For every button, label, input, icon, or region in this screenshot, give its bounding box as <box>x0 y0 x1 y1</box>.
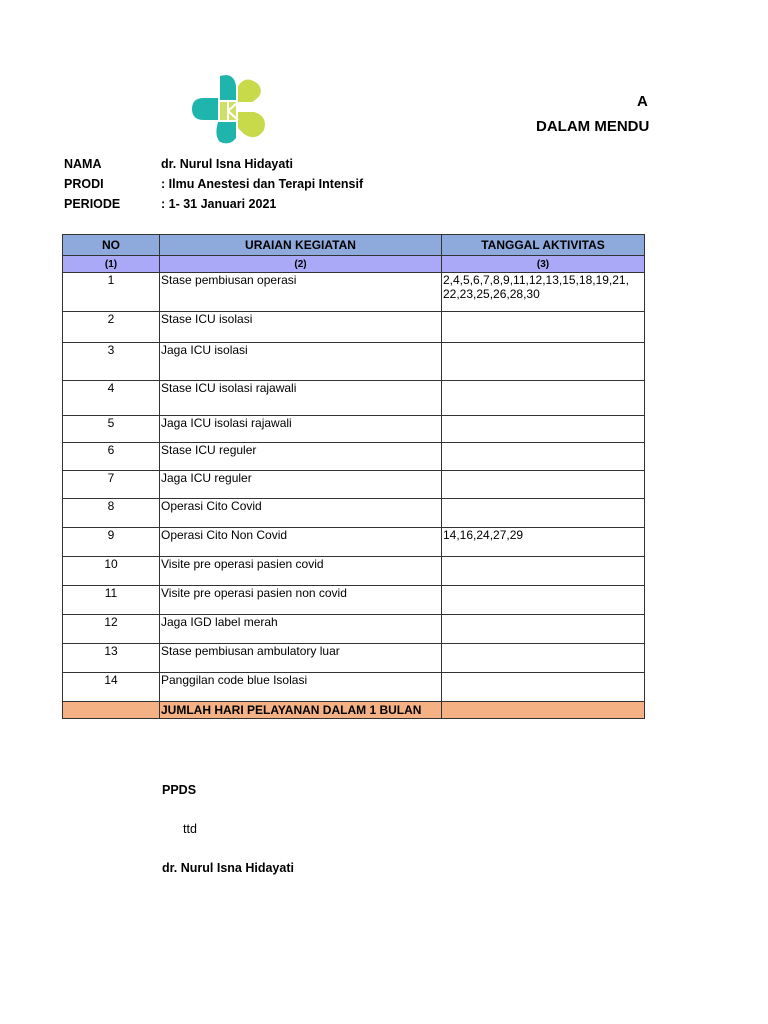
info-row-prodi <box>64 174 363 194</box>
table-header-row <box>63 235 645 256</box>
row-tanggal <box>442 416 645 443</box>
row-no: 1 <box>63 273 160 312</box>
row-kegiatan: Panggilan code blue Isolasi <box>160 673 442 702</box>
signature-ttd: ttd <box>183 822 197 836</box>
info-label: PERIODE <box>64 197 121 211</box>
table-row <box>63 557 645 586</box>
row-tanggal <box>442 615 645 644</box>
row-kegiatan: Visite pre operasi pasien covid <box>160 557 442 586</box>
table-row <box>63 644 645 673</box>
signature-name: dr. Nurul Isna Hidayati <box>162 861 294 875</box>
row-kegiatan: Jaga IGD label merah <box>160 615 442 644</box>
info-value: : 1- 31 Januari 2021 <box>161 197 277 211</box>
row-kegiatan: Visite pre operasi pasien non covid <box>160 586 442 615</box>
row-tanggal <box>442 586 645 615</box>
row-tanggal: 14,16,24,27,29 <box>442 528 645 557</box>
table-row <box>63 273 645 312</box>
header-kegiatan: URAIAN KEGIATAN <box>160 235 442 256</box>
table-row <box>63 312 645 343</box>
header-tanggal: TANGGAL AKTIVITAS <box>442 235 645 256</box>
row-no: 7 <box>63 471 160 499</box>
row-no: 12 <box>63 615 160 644</box>
subheader-1: (1) <box>63 256 160 273</box>
info-value: dr. Nurul Isna Hidayati <box>161 157 293 171</box>
table-row <box>63 471 645 499</box>
kemenkes-logo <box>190 72 270 146</box>
row-tanggal <box>442 644 645 673</box>
subheader-2: (2) <box>160 256 442 273</box>
info-label: NAMA <box>64 157 102 171</box>
row-tanggal <box>442 381 645 416</box>
table-row <box>63 615 645 644</box>
table-row <box>63 586 645 615</box>
row-no: 10 <box>63 557 160 586</box>
table-row <box>63 499 645 528</box>
row-kegiatan: Operasi Cito Covid <box>160 499 442 528</box>
subheader-3: (3) <box>442 256 645 273</box>
table-row <box>63 443 645 471</box>
signature-role: PPDS <box>162 783 197 797</box>
table-row <box>63 381 645 416</box>
table-row <box>63 416 645 443</box>
row-no: 4 <box>63 381 160 416</box>
row-no: 14 <box>63 673 160 702</box>
row-no: 9 <box>63 528 160 557</box>
row-no: 11 <box>63 586 160 615</box>
row-tanggal <box>442 673 645 702</box>
footer-empty <box>63 702 160 719</box>
table-subheader-row <box>63 256 645 273</box>
row-kegiatan: Jaga ICU isolasi <box>160 343 442 381</box>
row-no: 6 <box>63 443 160 471</box>
info-row-periode <box>64 194 363 214</box>
row-tanggal <box>442 499 645 528</box>
row-tanggal <box>442 312 645 343</box>
footer-total <box>442 702 645 719</box>
table-footer-row <box>63 702 645 719</box>
header-no: NO <box>63 235 160 256</box>
document-title-line1: A <box>637 93 648 110</box>
row-tanggal <box>442 471 645 499</box>
row-kegiatan: Stase ICU isolasi <box>160 312 442 343</box>
row-no: 2 <box>63 312 160 343</box>
table-row <box>63 528 645 557</box>
row-no: 5 <box>63 416 160 443</box>
row-kegiatan: Jaga ICU isolasi rajawali <box>160 416 442 443</box>
row-tanggal <box>442 443 645 471</box>
info-value: : Ilmu Anestesi dan Terapi Intensif <box>161 177 364 191</box>
row-kegiatan: Operasi Cito Non Covid <box>160 528 442 557</box>
row-tanggal <box>442 557 645 586</box>
info-block <box>64 154 363 214</box>
activity-table <box>62 234 645 719</box>
row-no: 3 <box>63 343 160 381</box>
row-kegiatan: Stase ICU isolasi rajawali <box>160 381 442 416</box>
document-title-line2: DALAM MENDU <box>536 118 650 135</box>
info-row-nama <box>64 154 363 174</box>
row-no: 13 <box>63 644 160 673</box>
row-no: 8 <box>63 499 160 528</box>
row-kegiatan: Stase ICU reguler <box>160 443 442 471</box>
footer-label: JUMLAH HARI PELAYANAN DALAM 1 BULAN <box>160 702 442 719</box>
row-tanggal: 2,4,5,6,7,8,9,11,12,13,15,18,19,21, 22,23,25,26,28,30 <box>442 273 645 312</box>
table-row <box>63 343 645 381</box>
row-kegiatan: Stase pembiusan ambulatory luar <box>160 644 442 673</box>
row-tanggal <box>442 343 645 381</box>
row-kegiatan: Jaga ICU reguler <box>160 471 442 499</box>
row-kegiatan: Stase pembiusan operasi <box>160 273 442 312</box>
table-row <box>63 673 645 702</box>
info-label: PRODI <box>64 177 104 191</box>
